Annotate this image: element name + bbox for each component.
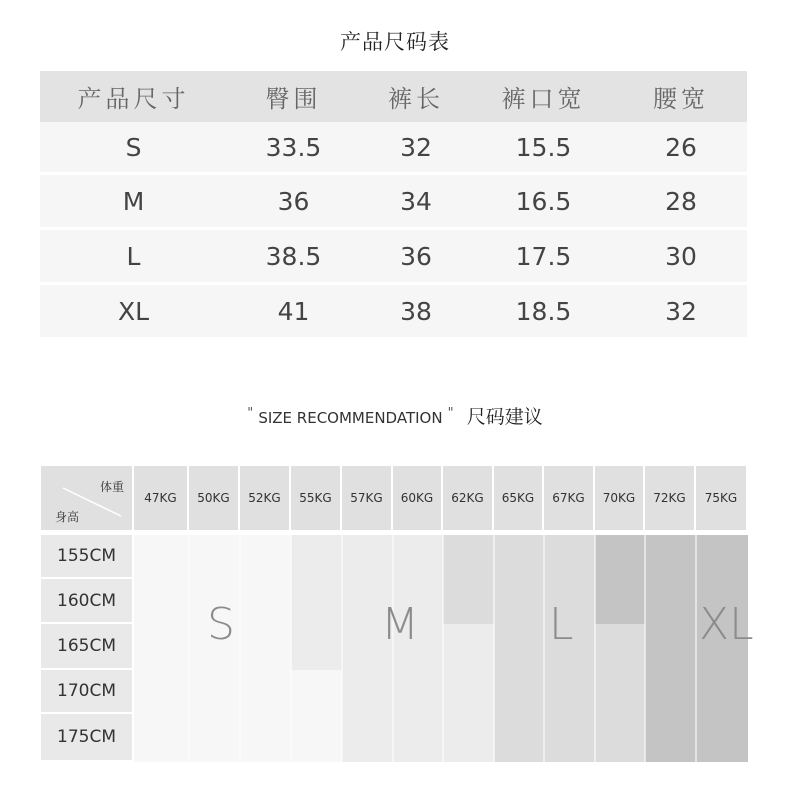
weight-header: 62KG	[443, 466, 492, 530]
grid-cell-s	[240, 535, 291, 579]
leg-opening-cell: 18.5	[472, 284, 615, 338]
height-label: 175CM	[41, 714, 132, 760]
weight-header: 52KG	[240, 466, 289, 530]
hip-cell: 41	[227, 284, 360, 338]
grid-cell-s	[240, 624, 291, 670]
leg-opening-cell: 17.5	[472, 229, 615, 284]
grid-cell-xl	[696, 535, 748, 579]
grid-cell-l	[544, 714, 595, 762]
grid-cell-m	[443, 624, 494, 670]
grid-cell-s	[134, 714, 189, 762]
size-recommendation-grid	[41, 466, 754, 762]
waist-cell: 28	[615, 174, 747, 229]
size-cell: XL	[40, 284, 227, 338]
weight-header: 60KG	[393, 466, 441, 530]
size-region-label-l: L	[549, 599, 574, 650]
grid-cell-l	[494, 670, 544, 714]
recommendation-title-en: SIZE RECOMMENDATION	[258, 409, 443, 427]
hip-cell: 38.5	[227, 229, 360, 284]
size-region-label-s: S	[207, 599, 235, 650]
column-divider	[644, 530, 646, 762]
grid-cell-xl	[645, 535, 696, 579]
header-waist: 腰宽	[615, 71, 747, 122]
leg-opening-cell: 16.5	[472, 174, 615, 229]
grid-cell-xl	[696, 714, 748, 762]
grid-cell-s	[134, 535, 189, 579]
corner-header	[41, 466, 132, 530]
size-table-title: 产品尺码表	[340, 30, 450, 54]
column-divider	[695, 530, 697, 762]
grid-cell-l	[544, 535, 595, 579]
grid-cell-l	[494, 535, 544, 579]
weight-header: 47KG	[134, 466, 187, 530]
grid-cell-xl	[645, 579, 696, 624]
grid-cell-l	[494, 579, 544, 624]
grid-cell-s	[134, 579, 189, 624]
column-divider	[239, 530, 241, 762]
size-cell: S	[125, 132, 142, 162]
height-label: 160CM	[41, 579, 132, 622]
column-divider	[543, 530, 545, 762]
waist-cell: 26	[665, 132, 697, 162]
grid-cell-s	[134, 670, 189, 714]
weight-header: 55KG	[291, 466, 340, 530]
table-row	[40, 229, 747, 284]
height-label: 170CM	[41, 670, 132, 712]
grid-cell-m	[393, 714, 443, 762]
grid-cell-s	[240, 714, 291, 762]
grid-cell-m	[443, 670, 494, 714]
grid-cell-s	[134, 624, 189, 670]
grid-cell-xl	[645, 624, 696, 670]
column-divider	[493, 530, 495, 762]
close-quote: "	[447, 406, 454, 421]
size-cell: L	[40, 229, 227, 284]
table-row	[40, 174, 747, 229]
recommendation-title-zh: 尺码建议	[466, 406, 543, 428]
grid-cell-l	[443, 579, 494, 624]
table-row	[40, 284, 747, 338]
column-divider	[290, 530, 292, 762]
weight-header: 57KG	[342, 466, 391, 530]
grid-cell-m	[291, 624, 342, 670]
grid-cell-l	[544, 670, 595, 714]
grid-cell-s	[189, 670, 240, 714]
grid-cell-l	[494, 714, 544, 762]
length-cell: 38	[360, 284, 472, 338]
size-region-label-xl: XL	[699, 599, 754, 650]
length-cell: 36	[360, 229, 472, 284]
grid-cell-m	[393, 670, 443, 714]
grid-cell-m	[342, 670, 393, 714]
grid-cell-m	[342, 535, 393, 579]
hip-cell: 36	[227, 174, 360, 229]
grid-cell-m	[443, 714, 494, 762]
grid-cell-s	[240, 579, 291, 624]
grid-cell-s	[291, 670, 342, 714]
grid-cell-s	[189, 714, 240, 762]
weight-header: 50KG	[189, 466, 238, 530]
grid-cell-m	[291, 579, 342, 624]
weight-axis-label: 体重	[99, 480, 124, 494]
grid-cell-l	[494, 624, 544, 670]
grid-cell-xl	[696, 670, 748, 714]
grid-cell-l	[595, 624, 645, 670]
grid-cell-xl	[595, 535, 645, 579]
column-divider	[341, 530, 343, 762]
grid-cell-l	[595, 714, 645, 762]
size-table-header-row	[40, 71, 747, 122]
height-label: 165CM	[41, 624, 132, 668]
grid-cell-l	[443, 535, 494, 579]
grid-cell-s	[189, 535, 240, 579]
hip-cell: 33.5	[265, 132, 322, 162]
grid-cell-m	[291, 535, 342, 579]
weight-header: 65KG	[494, 466, 542, 530]
header-hip: 臀围	[227, 71, 360, 122]
size-region-label-m: M	[381, 599, 419, 650]
open-quote: "	[247, 406, 254, 421]
waist-cell: 32	[615, 284, 747, 338]
column-divider	[442, 530, 444, 762]
height-axis-label: 身高	[55, 510, 80, 524]
grid-cell-s	[291, 714, 342, 762]
length-cell: 34	[360, 174, 472, 229]
weight-header: 70KG	[595, 466, 643, 530]
header-product-size: 产品尺寸	[40, 71, 227, 122]
column-divider	[188, 530, 190, 762]
header-pants-length: 裤长	[360, 71, 472, 122]
grid-cell-xl	[645, 670, 696, 714]
table-row	[40, 122, 747, 174]
waist-cell: 30	[615, 229, 747, 284]
grid-cell-xl	[645, 714, 696, 762]
weight-header: 67KG	[544, 466, 593, 530]
length-cell: 32	[400, 132, 432, 162]
height-label: 155CM	[41, 535, 132, 577]
column-divider	[594, 530, 596, 762]
recommendation-title	[0, 402, 790, 429]
leg-opening-cell: 15.5	[515, 132, 572, 162]
grid-cell-m	[393, 535, 443, 579]
size-table	[40, 71, 747, 337]
header-leg-opening: 裤口宽	[472, 71, 615, 122]
weight-header: 75KG	[696, 466, 746, 530]
grid-cell-s	[240, 670, 291, 714]
grid-cell-l	[595, 670, 645, 714]
weight-header: 72KG	[645, 466, 694, 530]
size-cell: M	[40, 174, 227, 229]
grid-cell-xl	[595, 579, 645, 624]
grid-cell-m	[342, 714, 393, 762]
